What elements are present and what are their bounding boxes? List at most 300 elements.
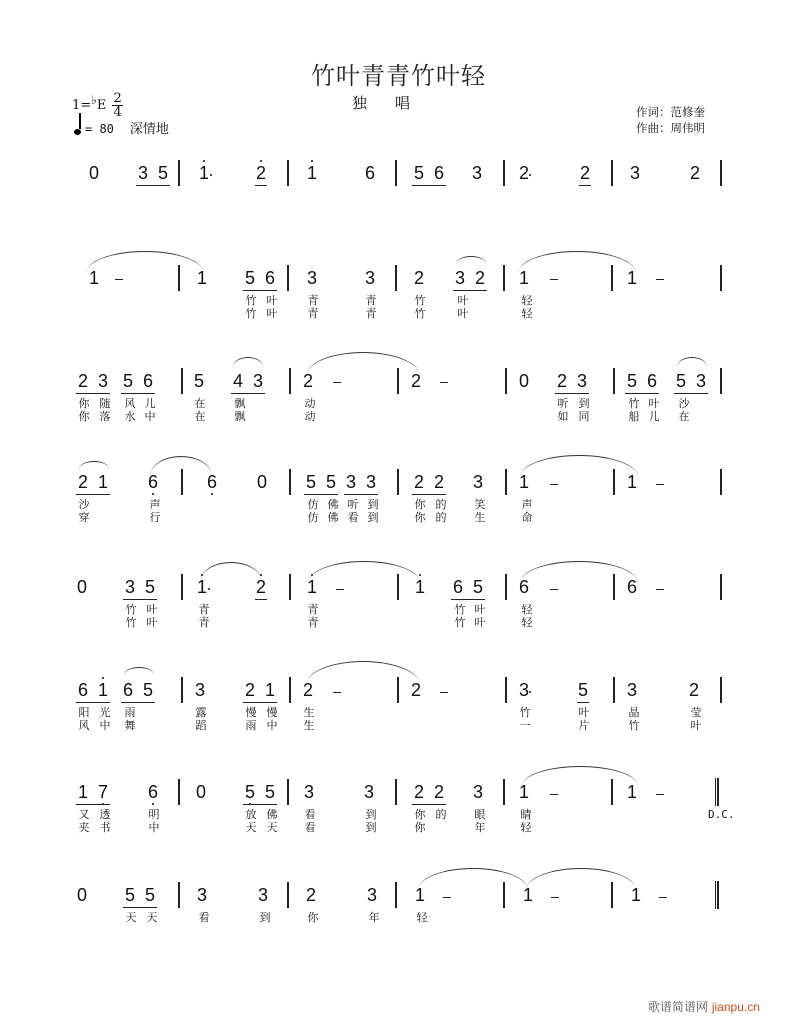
lyric-char: 莹: [690, 706, 702, 719]
lyric-char: 看: [347, 511, 359, 524]
barline: [395, 265, 397, 291]
note: 5: [305, 472, 316, 492]
extension-dash: [659, 897, 667, 898]
lyric-char: 叶: [457, 307, 469, 320]
beam-underline: [76, 804, 110, 805]
performance-type: 独唱: [352, 94, 439, 112]
slur-arc: [418, 868, 528, 890]
lyric-char: 在: [678, 410, 690, 423]
lyric-char: 佛: [327, 498, 339, 511]
note: 1: [522, 885, 533, 905]
note: 6: [122, 680, 133, 700]
lyric-char: 明: [148, 808, 160, 821]
barline: [181, 677, 183, 703]
lyric-char: 透: [99, 808, 111, 821]
barline: [503, 160, 505, 186]
note: 1: [198, 163, 210, 183]
note: 2: [433, 472, 444, 492]
note: 5: [626, 371, 637, 391]
lyric-char: 青: [307, 603, 319, 616]
barline: [181, 368, 183, 394]
time-signature: [112, 92, 122, 119]
barline: [503, 779, 505, 805]
beam-underline: [579, 185, 591, 186]
lyric-char: 一: [519, 719, 531, 732]
note: 3: [252, 371, 263, 391]
lyric-char: 慢: [266, 706, 278, 719]
lyric-char: 放: [245, 808, 257, 821]
lyric-char: 听: [347, 498, 359, 511]
barline: [287, 265, 289, 291]
lyric-char: 舞: [124, 719, 136, 732]
watermark-en: jianpu.cn: [711, 1000, 760, 1014]
note: 5: [472, 577, 483, 597]
lyric-char: 蹈: [195, 719, 207, 732]
lyric-char: 轻: [521, 616, 533, 629]
note: 1: [88, 268, 99, 288]
final-barline: [715, 881, 719, 909]
beam-underline: [76, 393, 110, 394]
lyric-char: 生: [474, 511, 486, 524]
note: 3: [626, 680, 637, 700]
slur-arc: [456, 256, 486, 264]
lyric-char: 青: [307, 307, 319, 320]
barline: [287, 160, 289, 186]
note: 6: [646, 371, 657, 391]
octave-up-dot: [203, 160, 205, 162]
note: 5: [122, 371, 133, 391]
note: 3: [124, 577, 135, 597]
note: 1: [414, 577, 426, 597]
note: 0: [518, 371, 529, 391]
octave-up-dot: [419, 574, 421, 576]
extension-dash: [440, 382, 448, 383]
lyric-char: 叶: [474, 603, 486, 616]
lyric-char: 叶: [648, 397, 660, 410]
note: 6: [147, 472, 159, 492]
note: 1: [518, 268, 529, 288]
lyric-char: 到: [365, 808, 377, 821]
barline: [289, 469, 291, 495]
slur-arc: [79, 461, 109, 469]
note: 3: [454, 268, 465, 288]
note: 3: [366, 885, 377, 905]
tempo-value: = 80: [85, 122, 114, 136]
lyric-char: 中: [266, 719, 278, 732]
lyric-char: 叶: [146, 616, 158, 629]
time-denominator: 4: [113, 105, 122, 120]
beam-underline: [412, 185, 446, 186]
note: 2: [255, 163, 267, 183]
lyric-char: 沙: [78, 498, 90, 511]
note: 2: [689, 163, 700, 183]
extension-dash: [656, 484, 664, 485]
lyric-char: 如: [557, 410, 569, 423]
note: 1: [518, 472, 529, 492]
note: 2: [413, 782, 424, 802]
beam-underline: [344, 494, 378, 495]
augmentation-dot: [210, 174, 212, 176]
note: 3: [345, 472, 356, 492]
slur-arc: [520, 561, 638, 583]
barline: [287, 882, 289, 908]
note: 6: [147, 782, 159, 802]
tempo-marking: [74, 117, 169, 137]
lyric-char: 动: [304, 397, 316, 410]
lyric-char: 竹: [454, 616, 466, 629]
note: 5: [244, 782, 256, 802]
lyric-char: 动: [304, 410, 316, 423]
lyric-char: 落: [99, 410, 111, 423]
lyric-char: 同: [578, 410, 590, 423]
barline: [289, 677, 291, 703]
barline: [287, 779, 289, 805]
lyric-char: 片: [578, 719, 590, 732]
lyric-char: 听: [557, 397, 569, 410]
beam-underline: [123, 599, 157, 600]
lyric-char: 竹: [245, 294, 257, 307]
lyric-char: 青: [365, 307, 377, 320]
lyric-char: 仿: [307, 511, 319, 524]
lyric-char: 到: [367, 511, 379, 524]
note: 1: [264, 680, 275, 700]
slur-arc: [522, 766, 638, 786]
octave-down-dot: [211, 493, 213, 495]
key-prefix: 1=: [72, 98, 92, 113]
beam-underline: [76, 494, 110, 495]
lyric-char: 叶: [146, 603, 158, 616]
note: 2: [556, 371, 567, 391]
extension-dash: [656, 794, 664, 795]
note: 6: [452, 577, 463, 597]
lyric-char: 的: [435, 511, 447, 524]
note: 1: [626, 782, 637, 802]
lyric-char: 笑: [474, 498, 486, 511]
note: 1: [77, 782, 88, 802]
octave-up-dot: [311, 160, 313, 162]
lyric-char: 叶: [457, 294, 469, 307]
extension-dash: [336, 589, 344, 590]
note: 1: [626, 268, 637, 288]
lyric-char: 儿: [144, 397, 156, 410]
lyric-char: 看: [304, 808, 316, 821]
lyric-char: 书: [99, 821, 111, 834]
note: 6: [142, 371, 153, 391]
lyric-char: 天: [146, 911, 158, 924]
lyric-char: 竹: [628, 397, 640, 410]
beam-underline: [243, 804, 277, 805]
lyric-char: 飘: [234, 410, 246, 423]
barline: [397, 469, 399, 495]
lyric-char: 轻: [520, 821, 532, 834]
octave-up-dot: [260, 160, 262, 162]
note: 3: [257, 885, 268, 905]
slur-arc: [677, 357, 707, 367]
lyric-char: 青: [307, 616, 319, 629]
lyric-char: 看: [198, 911, 210, 924]
note: 3: [365, 472, 376, 492]
key-letter: E: [96, 98, 107, 113]
octave-down-dot: [152, 803, 154, 805]
barline: [720, 265, 722, 291]
lyric-char: 在: [194, 397, 206, 410]
note: 5: [264, 782, 275, 802]
beam-underline: [412, 804, 446, 805]
note: 2: [410, 680, 421, 700]
note: 5: [675, 371, 686, 391]
lyric-char: 轻: [521, 307, 533, 320]
barline: [395, 160, 397, 186]
lyric-char: 阳: [78, 706, 90, 719]
note: 1: [518, 782, 529, 802]
barline: [178, 779, 180, 805]
lyric-char: 晶: [628, 706, 640, 719]
note: 0: [195, 782, 206, 802]
note: 3: [137, 163, 148, 183]
barline: [505, 469, 507, 495]
extension-dash: [551, 897, 559, 898]
note: 3: [695, 371, 706, 391]
lyric-char: 年: [368, 911, 380, 924]
song-title: 竹叶青青竹叶轻: [311, 62, 486, 90]
lyric-char: 叶: [266, 307, 278, 320]
note: 5: [157, 163, 168, 183]
beam-underline: [243, 290, 277, 291]
lyric-char: 青: [365, 294, 377, 307]
note: 3: [306, 268, 317, 288]
barline: [505, 574, 507, 600]
lyric-char: 的: [435, 808, 447, 821]
lyric-char: 你: [78, 410, 90, 423]
lyric-char: 风: [124, 397, 136, 410]
lyric-char: 天: [245, 821, 257, 834]
beam-underline: [674, 393, 708, 394]
note: 0: [256, 472, 267, 492]
lyric-char: 雨: [245, 719, 257, 732]
note: 2: [77, 371, 88, 391]
note: 6: [264, 268, 275, 288]
note: 2: [244, 680, 255, 700]
extension-dash: [443, 897, 451, 898]
note: 6: [364, 163, 375, 183]
time-numerator: 2: [113, 91, 122, 106]
note: 1: [306, 163, 318, 183]
lyric-char: 你: [78, 397, 90, 410]
augmentation-dot: [529, 691, 531, 693]
octave-up-dot: [102, 677, 104, 679]
lyric-char: 露: [195, 706, 207, 719]
lyric-char: 天: [125, 911, 137, 924]
lyric-char: 命: [521, 511, 533, 524]
note: 1: [630, 885, 641, 905]
lyric-char: 你: [307, 911, 319, 924]
lyric-char: 看: [304, 821, 316, 834]
beam-underline: [453, 290, 487, 291]
octave-down-dot: [152, 493, 154, 495]
beam-underline: [577, 702, 589, 703]
quarter-note-icon: [74, 129, 81, 135]
note: 0: [76, 885, 87, 905]
beam-underline: [243, 702, 277, 703]
lyric-char: 行: [149, 511, 161, 524]
lyric-char: 你: [414, 808, 426, 821]
extension-dash: [656, 589, 664, 590]
lyric-char: 竹: [414, 307, 426, 320]
extension-dash: [550, 589, 558, 590]
note-stem-icon: [79, 113, 81, 129]
note: 1: [97, 472, 108, 492]
composer: 作曲：周伟明: [636, 121, 705, 135]
barline: [395, 779, 397, 805]
note: 7: [97, 782, 109, 802]
barline: [611, 160, 613, 186]
note: 5: [144, 577, 155, 597]
barline: [720, 574, 722, 600]
lyric-char: 竹: [628, 719, 640, 732]
slur-arc: [518, 251, 636, 273]
lyric-char: 叶: [266, 294, 278, 307]
barline: [720, 677, 722, 703]
lyric-char: 竹: [245, 307, 257, 320]
flat-icon: ♭: [91, 93, 97, 107]
note: 2: [413, 268, 424, 288]
lyric-char: 竹: [519, 706, 531, 719]
lyric-char: 佛: [327, 511, 339, 524]
note: 3: [471, 163, 482, 183]
extension-dash: [333, 382, 341, 383]
note: 2: [579, 163, 590, 183]
note: 1: [626, 472, 637, 492]
note: 1: [196, 577, 208, 597]
note: 3: [97, 371, 108, 391]
barline: [503, 265, 505, 291]
note: 6: [206, 472, 218, 492]
beam-underline: [136, 185, 170, 186]
note: 0: [88, 163, 99, 183]
lyric-char: 眼: [474, 808, 486, 821]
watermark-cn: 歌谱简谱网: [648, 1000, 709, 1014]
extension-dash: [333, 692, 341, 693]
lyric-char: 又: [78, 808, 90, 821]
lyric-char: 你: [414, 511, 426, 524]
beam-underline: [121, 393, 155, 394]
watermark: [648, 998, 760, 1015]
note: 2: [77, 472, 88, 492]
note: 3: [363, 782, 374, 802]
note: 5: [142, 680, 153, 700]
lyric-char: 生: [303, 719, 315, 732]
lyric-char: 中: [144, 410, 156, 423]
note: 1: [196, 268, 207, 288]
beam-underline: [451, 599, 485, 600]
lyric-char: 在: [194, 410, 206, 423]
note: 3: [518, 680, 529, 700]
slur-arc: [124, 667, 154, 675]
lyric-char: 佛: [266, 808, 278, 821]
lyric-char: 水: [124, 410, 136, 423]
slur-arc: [150, 456, 212, 476]
note: 5: [244, 268, 255, 288]
note: 1: [414, 885, 425, 905]
barline: [289, 368, 291, 394]
barline: [505, 368, 507, 394]
lyric-char: 光: [99, 706, 111, 719]
barline: [289, 574, 291, 600]
note: 6: [518, 577, 529, 597]
lyric-char: 仿: [307, 498, 319, 511]
extension-dash: [656, 279, 664, 280]
barline: [178, 160, 180, 186]
beam-underline: [304, 494, 338, 495]
barline: [181, 574, 183, 600]
lyric-char: 轻: [521, 603, 533, 616]
lyric-char: 竹: [125, 616, 137, 629]
note: 3: [303, 782, 314, 802]
slur-arc: [86, 251, 204, 273]
note: 5: [325, 472, 336, 492]
lyric-char: 到: [367, 498, 379, 511]
slur-arc: [306, 661, 420, 685]
lyric-char: 声: [149, 498, 161, 511]
lyric-char: 天: [266, 821, 278, 834]
lyric-char: 叶: [690, 719, 702, 732]
lyric-char: 轻: [521, 294, 533, 307]
final-barline: [715, 778, 719, 806]
barline: [178, 882, 180, 908]
lyric-char: 叶: [474, 616, 486, 629]
lyric-char: 叶: [578, 706, 590, 719]
slur-arc: [200, 562, 262, 582]
lyric-char: 竹: [454, 603, 466, 616]
lyric-char: 雨: [124, 706, 136, 719]
lyric-char: 中: [148, 821, 160, 834]
barline: [720, 160, 722, 186]
note: 4: [232, 371, 243, 391]
lyricist: 作词：范修奎: [636, 105, 705, 119]
slur-arc: [233, 357, 263, 367]
beam-underline: [76, 702, 110, 703]
beam-underline: [625, 393, 659, 394]
lyric-char: 到: [578, 397, 590, 410]
note: 2: [518, 163, 529, 183]
extension-dash: [550, 484, 558, 485]
note: 2: [413, 472, 424, 492]
lyric-char: 青: [198, 616, 210, 629]
augmentation-dot: [529, 174, 531, 176]
lyric-char: 夹: [78, 821, 90, 834]
note: 3: [364, 268, 375, 288]
beam-underline: [255, 599, 267, 600]
note: 3: [472, 782, 483, 802]
lyric-char: 竹: [414, 294, 426, 307]
lyric-char: 随: [99, 397, 111, 410]
note: 5: [193, 371, 204, 391]
extension-dash: [550, 279, 558, 280]
extension-dash: [115, 279, 123, 280]
augmentation-dot: [208, 588, 210, 590]
lyric-char: 青: [198, 603, 210, 616]
extension-dash: [440, 692, 448, 693]
note: 6: [626, 577, 637, 597]
note: 3: [194, 680, 205, 700]
note: 5: [144, 885, 155, 905]
beam-underline: [555, 393, 589, 394]
barline: [505, 677, 507, 703]
slur-arc: [520, 455, 638, 477]
barline: [720, 469, 722, 495]
lyric-char: 中: [99, 719, 111, 732]
beam-underline: [121, 702, 155, 703]
